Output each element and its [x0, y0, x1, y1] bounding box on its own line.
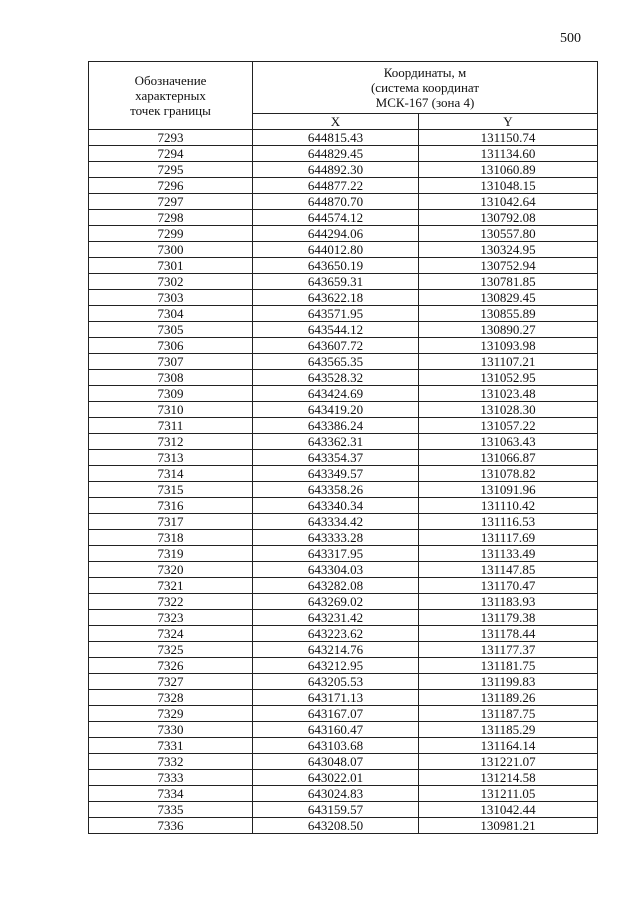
table-body	[89, 130, 598, 834]
y-coordinate-cell: 131093.98	[419, 338, 598, 354]
x-coordinate-cell: 643160.47	[253, 722, 419, 738]
table-row	[89, 690, 598, 706]
x-coordinate-cell: 643103.68	[253, 738, 419, 754]
x-coordinate-cell: 643362.31	[253, 434, 419, 450]
y-coordinate-cell: 131048.15	[419, 178, 598, 194]
x-coordinate-cell: 644574.12	[253, 210, 419, 226]
y-coordinate-cell: 130752.94	[419, 258, 598, 274]
point-id-cell: 7328	[89, 690, 253, 706]
point-id-cell: 7327	[89, 674, 253, 690]
y-coordinate-cell: 130890.27	[419, 322, 598, 338]
point-label-header-line-1: Обозначение	[134, 73, 207, 88]
table-row	[89, 386, 598, 402]
table-header	[89, 62, 598, 130]
point-id-cell: 7331	[89, 738, 253, 754]
table-row	[89, 530, 598, 546]
x-coordinate-cell: 643528.32	[253, 370, 419, 386]
y-coordinate-cell: 131150.74	[419, 130, 598, 146]
coordinates-table	[88, 61, 598, 834]
y-coordinate-cell: 131178.44	[419, 626, 598, 642]
x-coordinate-cell: 643159.57	[253, 802, 419, 818]
x-coordinate-cell: 643659.31	[253, 274, 419, 290]
table-row	[89, 130, 598, 146]
point-id-cell: 7304	[89, 306, 253, 322]
y-coordinate-cell: 131185.29	[419, 722, 598, 738]
x-coordinate-cell: 643317.95	[253, 546, 419, 562]
y-coordinate-cell: 131183.93	[419, 594, 598, 610]
point-id-cell: 7301	[89, 258, 253, 274]
point-id-cell: 7329	[89, 706, 253, 722]
table-row	[89, 514, 598, 530]
table-row	[89, 210, 598, 226]
x-coordinate-cell: 643419.20	[253, 402, 419, 418]
y-coordinate-cell: 131181.75	[419, 658, 598, 674]
x-coordinate-cell: 644892.30	[253, 162, 419, 178]
coordinates-header-line-3: МСК-167 (зона 4)	[375, 95, 475, 110]
point-id-cell: 7300	[89, 242, 253, 258]
y-coordinate-cell: 130781.85	[419, 274, 598, 290]
page-number: 500	[560, 31, 581, 46]
y-coordinate-cell: 130324.95	[419, 242, 598, 258]
table-row	[89, 802, 598, 818]
y-coordinate-cell: 131189.26	[419, 690, 598, 706]
table-row	[89, 770, 598, 786]
x-coordinate-cell: 643024.83	[253, 786, 419, 802]
x-coordinate-cell: 643212.95	[253, 658, 419, 674]
table-row	[89, 674, 598, 690]
table-row	[89, 706, 598, 722]
point-id-cell: 7314	[89, 466, 253, 482]
x-coordinate-cell: 644294.06	[253, 226, 419, 242]
table-row	[89, 466, 598, 482]
x-coordinate-cell: 644877.22	[253, 178, 419, 194]
table-row	[89, 306, 598, 322]
y-coordinate-cell: 131091.96	[419, 482, 598, 498]
x-header: X	[253, 114, 419, 130]
y-coordinate-cell: 131116.53	[419, 514, 598, 530]
y-coordinate-cell: 131211.05	[419, 786, 598, 802]
coordinates-header-line-1: Координаты, м	[383, 65, 467, 80]
table-row	[89, 338, 598, 354]
x-coordinate-cell: 643349.57	[253, 466, 419, 482]
x-coordinate-cell: 643334.42	[253, 514, 419, 530]
x-coordinate-cell: 643208.50	[253, 818, 419, 834]
table-row	[89, 258, 598, 274]
y-coordinate-cell: 130829.45	[419, 290, 598, 306]
table-row	[89, 546, 598, 562]
table-row	[89, 354, 598, 370]
x-coordinate-cell: 643231.42	[253, 610, 419, 626]
y-coordinate-cell: 131199.83	[419, 674, 598, 690]
point-id-cell: 7312	[89, 434, 253, 450]
x-coordinate-cell: 644829.45	[253, 146, 419, 162]
table-row	[89, 626, 598, 642]
point-label-header	[89, 62, 253, 130]
x-coordinate-cell: 643333.28	[253, 530, 419, 546]
y-coordinate-cell: 131057.22	[419, 418, 598, 434]
point-id-cell: 7313	[89, 450, 253, 466]
point-id-cell: 7295	[89, 162, 253, 178]
table-row	[89, 498, 598, 514]
x-coordinate-cell: 643354.37	[253, 450, 419, 466]
x-coordinate-cell: 643022.01	[253, 770, 419, 786]
table-row	[89, 434, 598, 450]
header-row-main	[89, 62, 598, 114]
y-coordinate-cell: 131177.37	[419, 642, 598, 658]
x-coordinate-cell: 643386.24	[253, 418, 419, 434]
x-coordinate-cell: 643565.35	[253, 354, 419, 370]
table-row	[89, 370, 598, 386]
point-id-cell: 7326	[89, 658, 253, 674]
point-id-cell: 7293	[89, 130, 253, 146]
table-row	[89, 594, 598, 610]
point-id-cell: 7309	[89, 386, 253, 402]
table-row	[89, 658, 598, 674]
point-id-cell: 7322	[89, 594, 253, 610]
table-row	[89, 578, 598, 594]
y-coordinate-cell: 131052.95	[419, 370, 598, 386]
point-id-cell: 7334	[89, 786, 253, 802]
y-coordinate-cell: 131107.21	[419, 354, 598, 370]
x-coordinate-cell: 643205.53	[253, 674, 419, 690]
point-id-cell: 7306	[89, 338, 253, 354]
table-row	[89, 754, 598, 770]
point-id-cell: 7305	[89, 322, 253, 338]
y-coordinate-cell: 131063.43	[419, 434, 598, 450]
y-coordinate-cell: 131147.85	[419, 562, 598, 578]
point-id-cell: 7332	[89, 754, 253, 770]
x-coordinate-cell: 643048.07	[253, 754, 419, 770]
y-coordinate-cell: 131078.82	[419, 466, 598, 482]
point-id-cell: 7320	[89, 562, 253, 578]
x-coordinate-cell: 643167.07	[253, 706, 419, 722]
x-coordinate-cell: 644012.80	[253, 242, 419, 258]
y-coordinate-cell: 130981.21	[419, 818, 598, 834]
point-id-cell: 7310	[89, 402, 253, 418]
point-id-cell: 7325	[89, 642, 253, 658]
coordinates-header	[253, 62, 598, 114]
y-coordinate-cell: 131066.87	[419, 450, 598, 466]
table-row	[89, 274, 598, 290]
x-coordinate-cell: 643340.34	[253, 498, 419, 514]
y-coordinate-cell: 131042.44	[419, 802, 598, 818]
point-id-cell: 7303	[89, 290, 253, 306]
table-row	[89, 610, 598, 626]
point-label-header-line-2: характерных	[135, 88, 206, 103]
table-row	[89, 786, 598, 802]
point-id-cell: 7333	[89, 770, 253, 786]
y-coordinate-cell: 130855.89	[419, 306, 598, 322]
x-coordinate-cell: 643650.19	[253, 258, 419, 274]
point-id-cell: 7324	[89, 626, 253, 642]
table-row	[89, 242, 598, 258]
table-row	[89, 226, 598, 242]
y-coordinate-cell: 131170.47	[419, 578, 598, 594]
point-id-cell: 7315	[89, 482, 253, 498]
x-coordinate-cell: 643171.13	[253, 690, 419, 706]
x-coordinate-cell: 643544.12	[253, 322, 419, 338]
table-row	[89, 562, 598, 578]
point-id-cell: 7302	[89, 274, 253, 290]
y-coordinate-cell: 131117.69	[419, 530, 598, 546]
point-id-cell: 7297	[89, 194, 253, 210]
point-id-cell: 7307	[89, 354, 253, 370]
table-row	[89, 290, 598, 306]
point-id-cell: 7316	[89, 498, 253, 514]
table-row	[89, 738, 598, 754]
table-row	[89, 450, 598, 466]
point-id-cell: 7323	[89, 610, 253, 626]
x-coordinate-cell: 643622.18	[253, 290, 419, 306]
y-coordinate-cell: 131023.48	[419, 386, 598, 402]
y-coordinate-cell: 131110.42	[419, 498, 598, 514]
table-row	[89, 162, 598, 178]
x-coordinate-cell: 643607.72	[253, 338, 419, 354]
x-coordinate-cell: 643304.03	[253, 562, 419, 578]
y-coordinate-cell: 131164.14	[419, 738, 598, 754]
y-coordinate-cell: 130557.80	[419, 226, 598, 242]
coordinates-header-line-2: (система координат	[370, 80, 480, 95]
y-coordinate-cell: 131221.07	[419, 754, 598, 770]
table-row	[89, 146, 598, 162]
point-id-cell: 7294	[89, 146, 253, 162]
point-id-cell: 7317	[89, 514, 253, 530]
x-coordinate-cell: 643358.26	[253, 482, 419, 498]
y-coordinate-cell: 131134.60	[419, 146, 598, 162]
y-coordinate-cell: 131133.49	[419, 546, 598, 562]
table-row	[89, 194, 598, 210]
point-label-header-line-3: точек границы	[130, 103, 211, 118]
x-coordinate-cell: 643424.69	[253, 386, 419, 402]
table-row	[89, 418, 598, 434]
y-coordinate-cell: 131060.89	[419, 162, 598, 178]
point-id-cell: 7299	[89, 226, 253, 242]
y-coordinate-cell: 131214.58	[419, 770, 598, 786]
point-id-cell: 7321	[89, 578, 253, 594]
table-row	[89, 402, 598, 418]
table-row	[89, 482, 598, 498]
table-row	[89, 322, 598, 338]
table-row	[89, 722, 598, 738]
x-coordinate-cell: 643214.76	[253, 642, 419, 658]
point-id-cell: 7318	[89, 530, 253, 546]
x-coordinate-cell: 643269.02	[253, 594, 419, 610]
x-coordinate-cell: 644815.43	[253, 130, 419, 146]
point-id-cell: 7319	[89, 546, 253, 562]
x-coordinate-cell: 643223.62	[253, 626, 419, 642]
x-coordinate-cell: 643571.95	[253, 306, 419, 322]
point-id-cell: 7296	[89, 178, 253, 194]
y-coordinate-cell: 131187.75	[419, 706, 598, 722]
point-id-cell: 7311	[89, 418, 253, 434]
y-coordinate-cell: 130792.08	[419, 210, 598, 226]
x-coordinate-cell: 644870.70	[253, 194, 419, 210]
y-coordinate-cell: 131028.30	[419, 402, 598, 418]
point-id-cell: 7330	[89, 722, 253, 738]
y-coordinate-cell: 131179.38	[419, 610, 598, 626]
y-header: Y	[419, 114, 598, 130]
point-id-cell: 7336	[89, 818, 253, 834]
point-id-cell: 7308	[89, 370, 253, 386]
x-coordinate-cell: 643282.08	[253, 578, 419, 594]
y-coordinate-cell: 131042.64	[419, 194, 598, 210]
point-id-cell: 7298	[89, 210, 253, 226]
table-row	[89, 178, 598, 194]
table-row	[89, 642, 598, 658]
point-id-cell: 7335	[89, 802, 253, 818]
table-row	[89, 818, 598, 834]
